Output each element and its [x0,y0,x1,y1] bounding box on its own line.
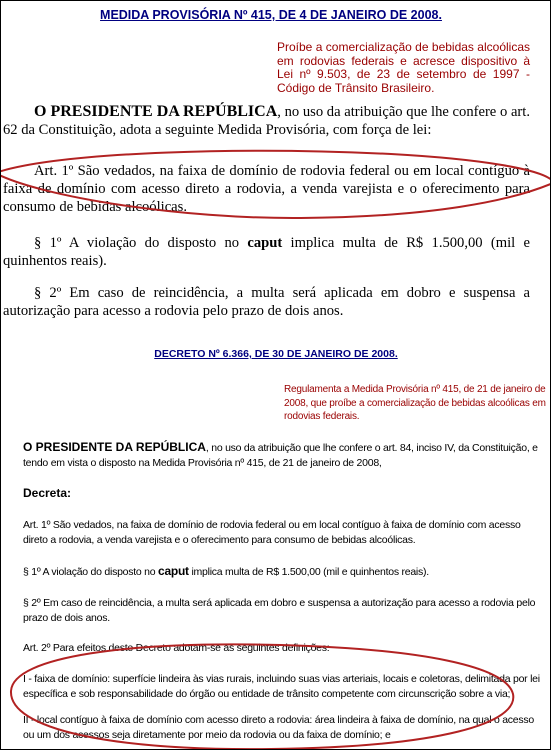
decreto-inciso2: II - local contíguo à faixa de domínio com acesso direto a rodovia: área lindeira à faixa de domínio, na qual o acesso ou um dos acessos seja diretamente por meio da rodovia ou da faixa de domínio; e [23,714,534,741]
mp-preamble-text: , no uso da atribuição que lhe confere o art. 62 da Constituição, adota a seguinte Medida Provisória, com força de lei: [3,104,530,138]
decreto-art1: Art. 1º São vedados, na faixa de domínio de rodovia federal ou em local contíguo à faixa de domínio com acesso direto a rodovia, a venda varejista e o oferecimento para consumo de bebidas alcoólicas. [23,519,521,546]
decreto-preamble [23,440,545,470]
mp-paragraph1 [3,234,530,270]
decreto-inciso1: I - faixa de domínio: superfície lindeira às vias rurais, incluindo suas vias arteriais, locais e coletoras, delimitada por lei específica e sob responsabilidade do órgão ou entidade de trânsito competente com circunscrição sobre a via; [23,673,540,700]
decreto-decreta: Decreta: [23,486,72,500]
decreto-art2: Art. 2º Para efeitos deste Decreto adotam-se as seguintes definições: [23,642,330,654]
decreto-ementa: Regulamenta a Medida Provisória nº 415, de 21 de janeiro de 2008, que proíbe a comercialização de bebidas alcoólicas em rodovias federais. [284,384,546,422]
mp-art1: Art. 1º São vedados, na faixa de domínio de rodovia federal ou em local contíguo à faixa de domínio com acesso direto a rodovia, a venda varejista e o oferecimento para consumo de bebidas alcoólicas. [3,163,530,215]
decreto-preamble-president: O PRESIDENTE DA REPÚBLICA [23,440,206,454]
mp-preamble [3,103,530,139]
mp-preamble-president: O PRESIDENTE DA REPÚBLICA [34,103,278,120]
decreto-paragraph1 [23,564,538,580]
mp-title-link[interactable]: MEDIDA PROVISÓRIA Nº 415, DE 4 DE JANEIRO DE 2008. [100,8,442,22]
mp-par1-start: § 1º A violação do disposto no [34,235,248,251]
mp-par1-caput: caput [247,235,283,251]
decreto-paragraph2: § 2º Em caso de reincidência, a multa será aplicada em dobro e suspensa a autorização para acesso a rodovia pelo prazo de dois anos. [23,597,536,624]
mp-ementa: Proíbe a comercialização de bebidas alcoólicas em rodovias federais e acresce dispositivo à Lei nº 9.503, de 23 de setembro de 1997 - Código de Trânsito Brasileiro. [277,40,530,95]
decreto-title-link[interactable]: DECRETO Nº 6.366, DE 30 DE JANEIRO DE 2008. [154,348,398,360]
mp-paragraph2: § 2º Em caso de reincidência, a multa será aplicada em dobro e suspensa a autorização para acesso a rodovia pelo prazo de dois anos. [3,285,530,319]
mp-par1-end: implica multa de R$ 1.500,00 (mil e quinhentos reais). [3,235,530,269]
decreto-par1-start: § 1º A violação do disposto no [23,566,159,578]
decreto-par1-caput: caput [158,564,189,578]
decreto-par1-end: implica multa de R$ 1.500,00 (mil e quinhentos reais). [188,566,429,578]
decreto-preamble-text: , no uso da atribuição que lhe confere o art. 84, inciso IV, da Constituição, e tendo em vista o disposto na Medida Provisória nº 415, de 21 de janeiro de 2008, [23,442,538,469]
